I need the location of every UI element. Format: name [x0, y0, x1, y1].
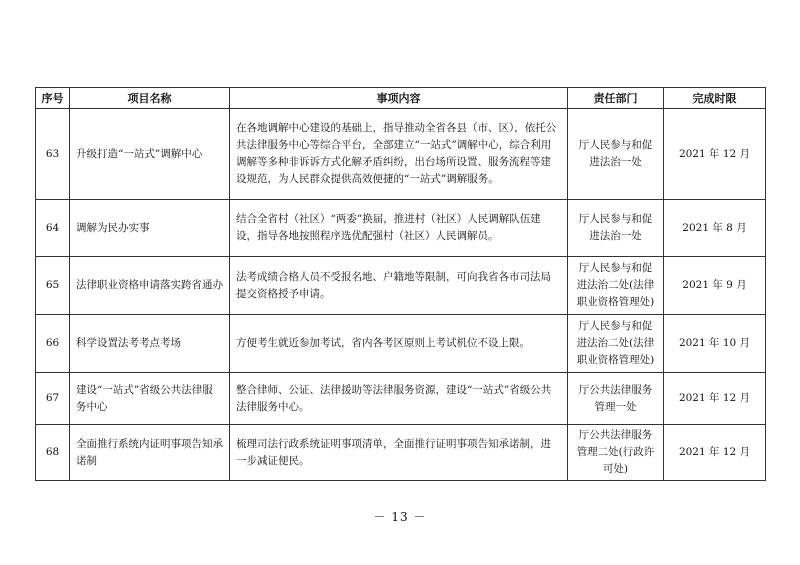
project-name: 全面推行系统内证明事项告知承诺制 — [70, 425, 230, 481]
header-dept: 责任部门 — [568, 88, 664, 109]
table-row — [36, 373, 766, 425]
table-row — [36, 109, 766, 200]
item-content: 梳理司法行政系统证明事项清单，全面推行证明事项告知承诺制，进一步减证便民。 — [230, 425, 568, 481]
table-row — [36, 257, 766, 315]
project-name: 法律职业资格申请落实跨省通办 — [70, 257, 230, 315]
deadline: 2021 年 9 月 — [664, 257, 766, 315]
row-number: 67 — [36, 373, 70, 425]
table-row — [36, 425, 766, 481]
row-number: 65 — [36, 257, 70, 315]
header-content: 事项内容 — [230, 88, 568, 109]
page-number: － 13 － — [373, 510, 427, 524]
row-number: 66 — [36, 315, 70, 373]
responsible-dept: 厅人民参与和促进法治一处 — [568, 200, 664, 257]
table-header-row — [36, 88, 766, 109]
table-row — [36, 315, 766, 373]
responsible-dept: 厅人民参与和促进法治二处(法律职业资格管理处) — [568, 257, 664, 315]
deadline: 2021 年 12 月 — [664, 373, 766, 425]
deadline: 2021 年 12 月 — [664, 109, 766, 200]
header-no: 序号 — [36, 88, 70, 109]
item-content: 在各地调解中心建设的基础上，指导推动全省各县（市、区），依托公共法律服务中心等综合平台，全部建立“一站式”调解中心，综合利用调解等多种非诉诉方式化解矛盾纠纷，出台场所设置、服务流程等建设规范，为人民群众提供高效便捷的“一站式”调解服务。 — [230, 109, 568, 200]
header-deadline: 完成时限 — [664, 88, 766, 109]
row-number: 63 — [36, 109, 70, 200]
item-content: 整合律师、公证、法律援助等法律服务资源，建设“一站式”省级公共法律服务中心。 — [230, 373, 568, 425]
item-content: 方便考生就近参加考试，省内各考区原则上考试机位不设上限。 — [230, 315, 568, 373]
deadline: 2021 年 12 月 — [664, 425, 766, 481]
project-name: 建设“一站式”省级公共法律服务中心 — [70, 373, 230, 425]
tasks-table — [35, 87, 766, 481]
responsible-dept: 厅人民参与和促进法治二处(法律职业资格管理处) — [568, 315, 664, 373]
item-content: 结合全省村（社区）“两委”换届，推进村（社区）人民调解队伍建设，指导各地按照程序选优配强村（社区）人民调解员。 — [230, 200, 568, 257]
responsible-dept: 厅公共法律服务管理一处 — [568, 373, 664, 425]
project-name: 升级打造“一站式”调解中心 — [70, 109, 230, 200]
item-content: 法考成绩合格人员不受报名地、户籍地等限制，可向我省各市司法局提交资格授予申请。 — [230, 257, 568, 315]
responsible-dept: 厅公共法律服务管理二处(行政许可处) — [568, 425, 664, 481]
project-name: 调解为民办实事 — [70, 200, 230, 257]
header-name: 项目名称 — [70, 88, 230, 109]
deadline: 2021 年 10 月 — [664, 315, 766, 373]
row-number: 68 — [36, 425, 70, 481]
table-row — [36, 200, 766, 257]
row-number: 64 — [36, 200, 70, 257]
deadline: 2021 年 8 月 — [664, 200, 766, 257]
project-name: 科学设置法考考点考场 — [70, 315, 230, 373]
responsible-dept: 厅人民参与和促进法治一处 — [568, 109, 664, 200]
